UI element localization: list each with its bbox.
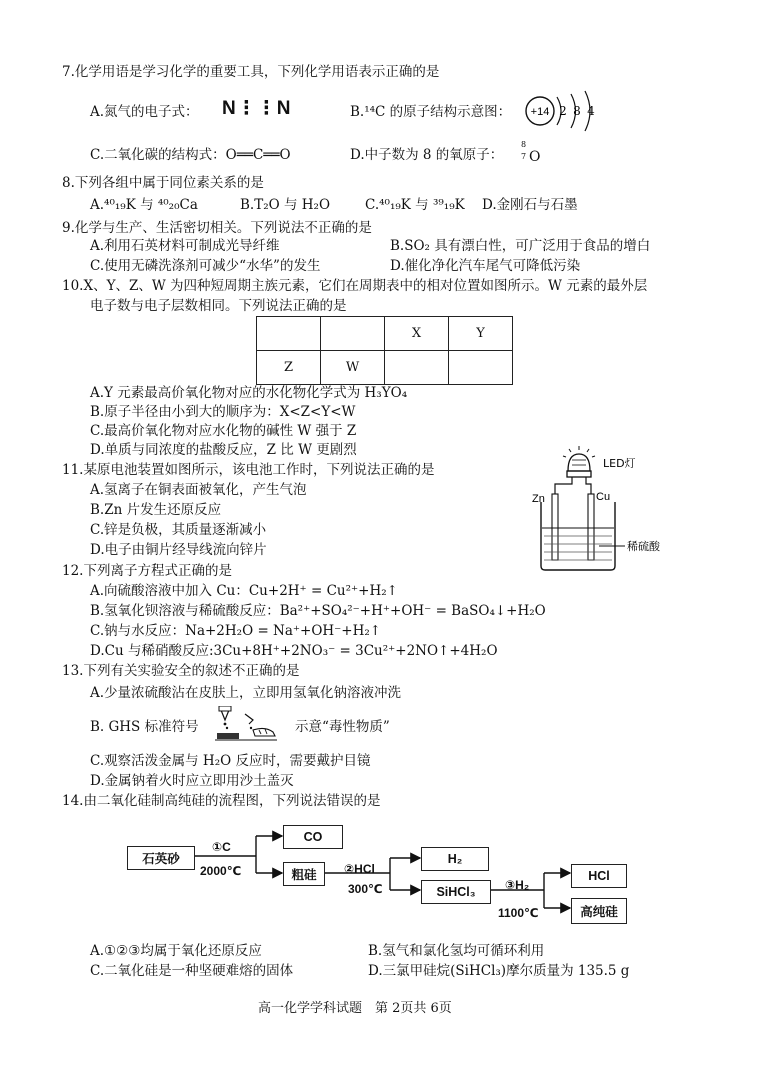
q7-option-d: D.中子数为 8 的氧原子：: [350, 147, 504, 163]
flow-box-sihcl3: SiHCl₃: [421, 880, 491, 904]
q10-stem-line2: 电子数与电子层数相同。下列说法正确的是: [90, 298, 347, 314]
q7-option-a: A.氮气的电子式：: [90, 104, 199, 120]
flow-box-hcl: HCl: [571, 864, 627, 888]
q11-option-d: D.电子由铜片经导线流向锌片: [90, 542, 267, 558]
q10-option-d: D.单质与同浓度的盐酸反应，Z 比 W 更剧烈: [90, 442, 357, 458]
q7-n2-electron-formula: N⋮⋮N: [222, 98, 292, 119]
led-label: LED灯: [603, 457, 636, 470]
q8-option-c: C.⁴⁰₁₉K 与 ³⁹₁₉K: [365, 197, 465, 213]
q7-shell-2: 8: [573, 104, 581, 118]
q10-option-a: A.Y 元素最高价氧化物对应的水化物化学式为 H₃YO₄: [90, 385, 408, 401]
q7-option-c: C.二氧化碳的结构式：O══C══O: [90, 147, 291, 163]
table-cell: [385, 351, 449, 385]
q14-option-c: C.二氧化硅是一种坚硬难熔的固体: [90, 963, 294, 979]
q12-option-a: A.向硫酸溶液中加入 Cu：Cu+2H⁺ = Cu²⁺+H₂↑: [90, 583, 398, 599]
flow-box-crude-silicon: 粗硅: [283, 862, 325, 886]
q13-option-b-prefix: B. GHS 标准符号: [90, 719, 199, 735]
q13-stem: 13.下列有关实验安全的叙述不正确的是: [62, 663, 300, 679]
table-cell: Y: [449, 317, 513, 351]
flow-temp3-label: 1100℃: [498, 906, 539, 920]
ghs-corrosive-symbol-icon: [215, 706, 295, 742]
table-cell: Z: [257, 351, 321, 385]
q10-periodic-table-fragment: [256, 316, 513, 385]
q7-shell-1: 2: [559, 104, 567, 118]
table-cell: [257, 317, 321, 351]
q11-galvanic-cell-figure: [525, 446, 675, 574]
table-cell: X: [385, 317, 449, 351]
q11-option-b: B.Zn 片发生还原反应: [90, 502, 222, 518]
q12-stem: 12.下列离子方程式正确的是: [62, 563, 232, 579]
q10-stem-line1: 10.X、Y、Z、W 为四种短周期主族元素，它们在周期表中的相对位置如图所示。W 元素的最外层: [62, 278, 648, 294]
cu-label: Cu: [596, 491, 611, 503]
table-row: [257, 317, 513, 351]
q9-option-a: A.利用石英材料可制成光导纤维: [90, 238, 280, 254]
q7-nucleus-charge: +14: [530, 106, 550, 118]
q7-atom-structure-diagram: [523, 88, 613, 134]
q8-option-d: D.金刚石与石墨: [482, 197, 578, 213]
q12-option-b: B.氢氧化钡溶液与稀硫酸反应：Ba²⁺+SO₄²⁻+H⁺+OH⁻ = BaSO₄↓+H₂O: [90, 603, 546, 619]
table-cell: W: [321, 351, 385, 385]
q13-option-c: C.观察活泼金属与 H₂O 反应时，需要戴护目镜: [90, 753, 371, 769]
q12-option-d: D.Cu 与稀硝酸反应:3Cu+8H⁺+2NO₃⁻ = 3Cu²⁺+2NO↑+4H₂O: [90, 643, 498, 659]
q11-option-c: C.锌是负极，其质量逐渐减小: [90, 522, 267, 538]
q14-option-a: A.①②③均属于氧化还原反应: [90, 943, 262, 959]
q14-option-d: D.三氯甲硅烷(SiHCl₃)摩尔质量为 135.5 g: [368, 963, 630, 979]
flow-step1-label: ①C: [212, 840, 231, 854]
flow-box-co: CO: [283, 825, 343, 849]
q12-option-c: C.钠与水反应：Na+2H₂O = Na⁺+OH⁻+H₂↑: [90, 623, 382, 639]
flow-box-pure-silicon: 高纯硅: [571, 898, 627, 924]
q14-stem: 14.由二氧化硅制高纯硅的流程图，下列说法错误的是: [62, 793, 381, 809]
q11-stem: 11.某原电池装置如图所示，该电池工作时，下列说法正确的是: [62, 462, 435, 478]
q7-atomic-number: 7: [521, 152, 527, 161]
q8-option-b: B.T₂O 与 H₂O: [240, 197, 331, 213]
q7-stem: 7.化学用语是学习化学的重要工具，下列化学用语表示正确的是: [62, 64, 440, 80]
q8-option-a: A.⁴⁰₁₉K 与 ⁴⁰₂₀Ca: [90, 197, 198, 213]
table-row: [257, 351, 513, 385]
flow-box-quartz: 石英砂: [127, 846, 195, 870]
q10-option-b: B.原子半径由小到大的顺序为：X<Z<Y<W: [90, 404, 356, 420]
q9-stem: 9.化学与生产、生活密切相关。下列说法不正确的是: [62, 220, 372, 236]
q11-option-a: A.氢离子在铜表面被氧化，产生气泡: [90, 482, 307, 498]
q13-option-d: D.金属钠着火时应立即用沙土盖灭: [90, 773, 294, 789]
flow-temp1-label: 2000℃: [200, 864, 242, 878]
q13-option-a: A.少量浓硫酸沾在皮肤上，立即用氢氧化钠溶液冲洗: [90, 685, 402, 701]
q7-mass-number: 8: [521, 140, 527, 149]
table-cell: [449, 351, 513, 385]
q9-option-b: B.SO₂ 具有漂白性，可广泛用于食品的增白: [390, 238, 651, 254]
q9-option-c: C.使用无磷洗涤剂可减少“水华”的发生: [90, 258, 321, 274]
flow-step3-label: ③H₂: [505, 878, 530, 892]
q9-option-d: D.催化净化汽车尾气可降低污染: [390, 258, 581, 274]
q13-option-b-suffix: 示意“毒性物质”: [295, 719, 390, 735]
q14-option-b: B.氢气和氯化氢均可循环利用: [368, 943, 545, 959]
q8-stem: 8.下列各组中属于同位素关系的是: [62, 175, 264, 191]
q7-shell-3: 4: [587, 104, 595, 118]
table-cell: [321, 317, 385, 351]
flow-box-h2: H₂: [421, 847, 489, 871]
led-bulb-icon: [563, 446, 595, 477]
copper-electrode: [588, 494, 594, 560]
flow-step2-label: ②HCl: [344, 862, 375, 876]
zinc-electrode: [552, 494, 558, 560]
page-footer: 高一化学学科试题 第 2页共 6页: [258, 1001, 452, 1016]
q7-oxygen-symbol: O: [529, 149, 541, 165]
acid-label: 稀硫酸: [627, 540, 660, 553]
flow-temp2-label: 300℃: [348, 882, 383, 896]
q10-option-c: C.最高价氧化物对应水化物的碱性 W 强于 Z: [90, 423, 357, 439]
q7-option-b: B.¹⁴C 的原子结构示意图：: [350, 104, 512, 120]
zn-label: Zn: [532, 493, 545, 505]
